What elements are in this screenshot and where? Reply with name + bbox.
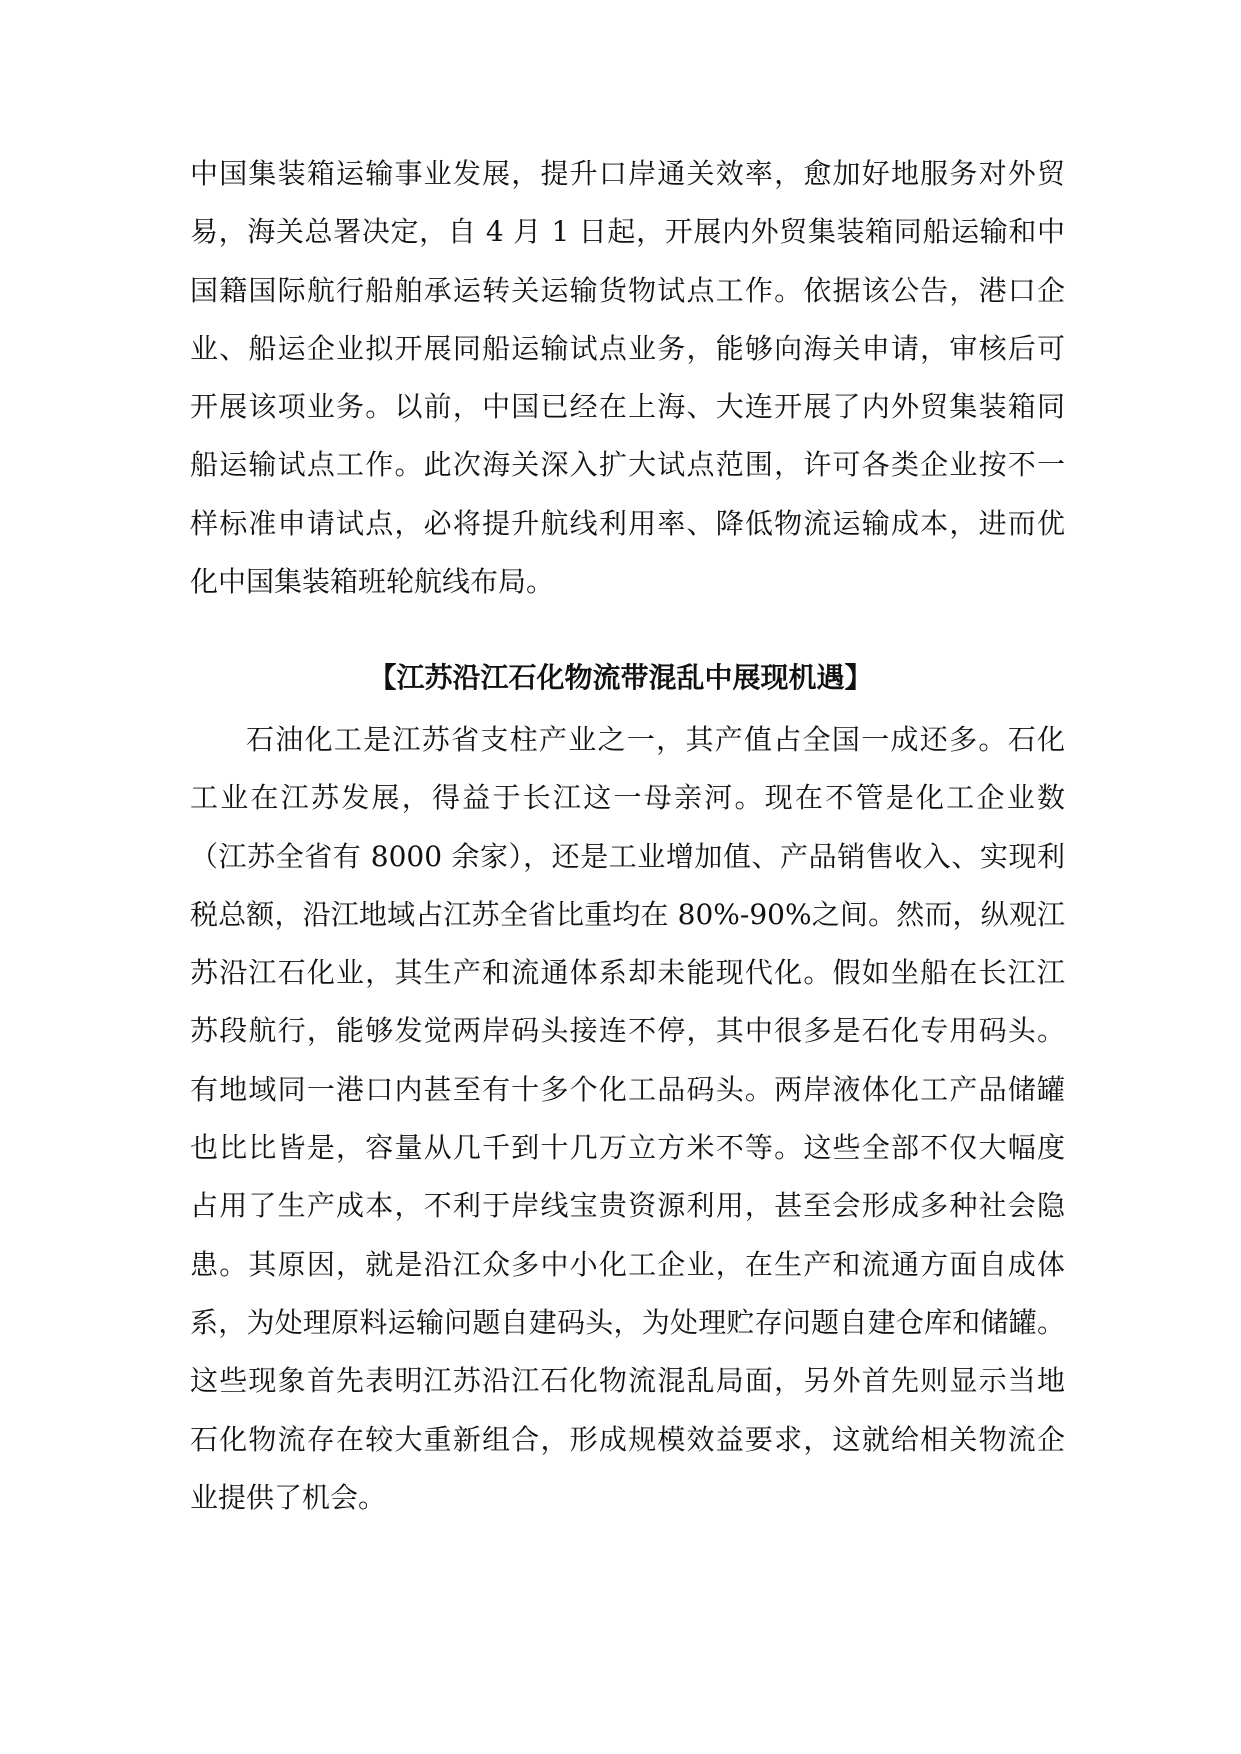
text-line: 苏沿江石化业，其生产和流通体系却未能现代化。假如坐船在长江江 [190,956,1065,990]
text-line: 工业在江苏发展，得益于长江这一母亲河。现在不管是化工企业数 [190,781,1065,815]
text-line: 中国集装箱运输事业发展，提升口岸通关效率，愈加好地服务对外贸 [190,157,1065,190]
text-line: 业、船运企业拟开展同船运输试点业务，能够向海关申请，审核后可 [190,331,1065,365]
text-line: 国籍国际航行船舶承运转关运输货物试点工作。依据该公告，港口企 [190,273,1065,307]
text-line: 开展该项业务。以前，中国已经在上海、大连开展了内外贸集装箱同 [190,390,1065,424]
paragraph-jiangsu-petrochemical [190,711,1065,1527]
text-line: 苏段航行，能够发觉两岸码头接连不停，其中很多是石化专用码头。 [190,1014,1065,1048]
paragraph-customs-pilot [190,145,1065,611]
text-line: 这些现象首先表明江苏沿江石化物流混乱局面，另外首先则显示当地 [190,1364,1065,1398]
section-heading: 【江苏沿江石化物流带混乱中展现机遇】 [368,661,873,694]
text-line: 患。其原因，就是沿江众多中小化工企业，在生产和流通方面自成体 [190,1247,1065,1281]
text-line: 石油化工是江苏省支柱产业之一，其产值占全国一成还多。石化 [246,723,1065,756]
text-line: 也比比皆是，容量从几千到十几万立方米不等。这些全部不仅大幅度 [190,1131,1065,1165]
text-line: 化中国集装箱班轮航线布局。 [190,565,555,599]
text-line: （江苏全省有 8000 余家），还是工业增加值、产品销售收入、实现利 [190,839,1065,873]
text-line: 样标准申请试点，必将提升航线利用率、降低物流运输成本，进而优 [190,506,1065,540]
text-line: 石化物流存在较大重新组合，形成规模效益要求，这就给相关物流企 [190,1422,1065,1456]
text-line: 船运输试点工作。此次海关深入扩大试点范围，许可各类企业按不一 [190,448,1065,482]
text-line: 业提供了机会。 [190,1480,387,1514]
text-line: 系，为处理原料运输问题自建码头，为处理贮存问题自建仓库和储罐。 [190,1305,1065,1339]
text-line: 有地域同一港口内甚至有十多个化工品码头。两岸液体化工产品储罐 [190,1072,1065,1106]
text-line: 占用了生产成本，不利于岸线宝贵资源利用，甚至会形成多种社会隐 [190,1189,1065,1223]
text-line: 税总额，沿江地域占江苏全省比重均在 80%-90%之间。然而，纵观江 [190,897,1065,931]
text-line: 易，海关总署决定，自 4 月 1 日起，开展内外贸集装箱同船运输和中 [190,215,1065,249]
